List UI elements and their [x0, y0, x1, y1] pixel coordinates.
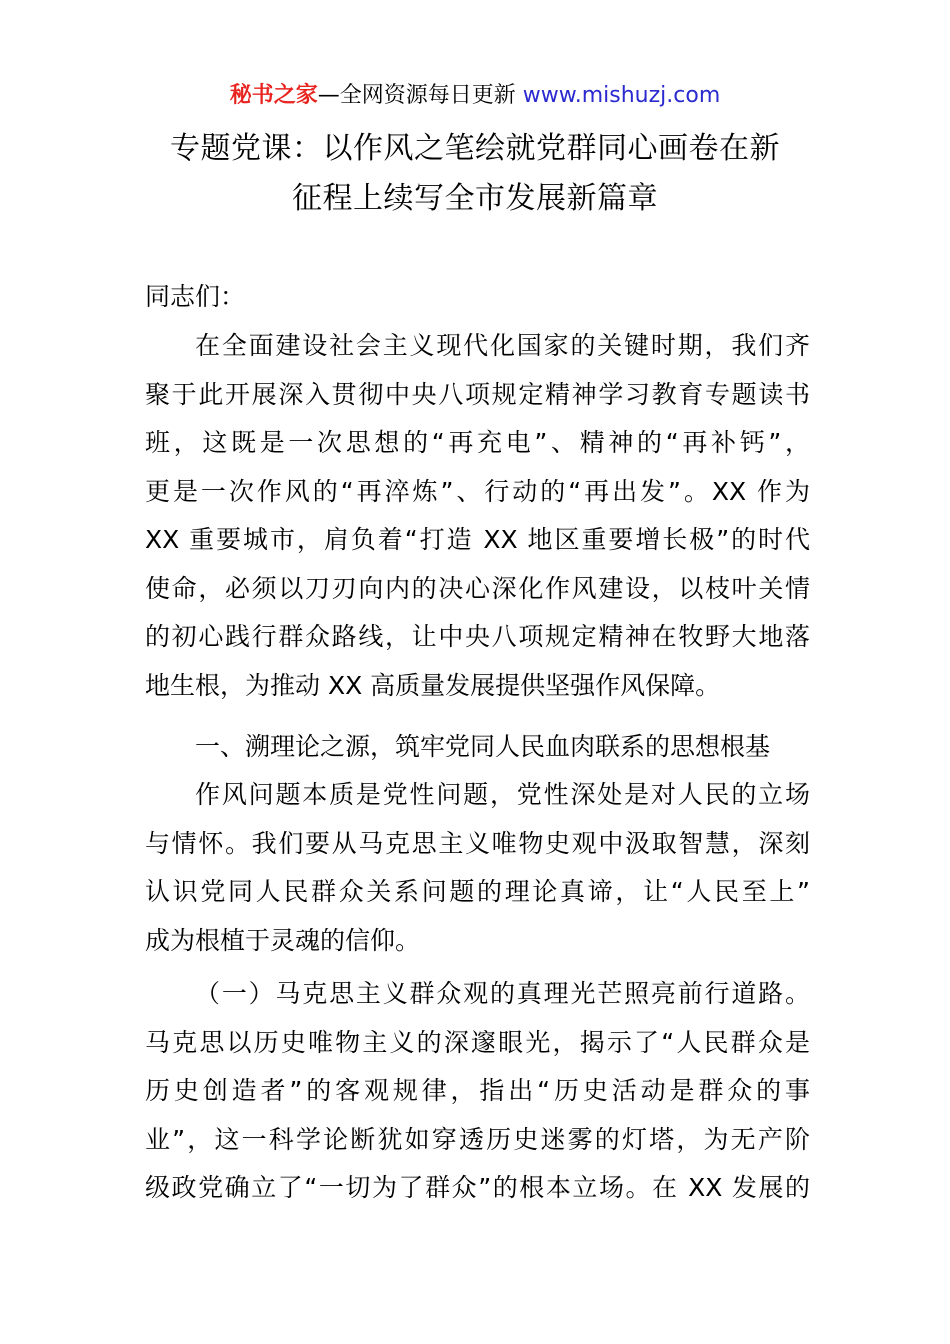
paragraph-line: 认识党同人民群众关系问题的理论真谛，让“人民至上”: [145, 877, 810, 906]
paragraph-line: XX 重要城市，肩负着“打造 XX 地区重要增长极”的时代: [145, 525, 810, 554]
paragraph-line: 更是一次作风的“再淬炼”、行动的“再出发”。XX 作为: [145, 476, 810, 506]
paragraph-line: 在全面建设社会主义现代化国家的关键时期，我们齐: [195, 331, 810, 360]
title-line-1: 专题党课：以作风之笔绘就党群同心画卷在新: [170, 131, 780, 166]
site-brand: 秘书之家: [229, 83, 318, 108]
greeting: 同志们：: [145, 282, 246, 311]
paragraph-line: 的初心践行群众路线，让中央八项规定精神在牧野大地落: [145, 622, 810, 651]
site-tagline: —全网资源每日更新: [317, 83, 523, 108]
paragraph-line: 聚于此开展深入贯彻中央八项规定精神学习教育专题读书: [145, 379, 810, 409]
paragraph-line: 班，这既是一次思想的“再充电”、精神的“再补钙”，: [145, 428, 810, 457]
paragraph-line: 使命，必须以刀刃向内的决心深化作风建设，以枝叶关情: [145, 573, 810, 603]
paragraph-line: 成为根植于灵魂的信仰。: [145, 925, 421, 955]
paragraph-line: 业”，这一科学论断犹如穿透历史迷雾的灯塔，为无产阶: [145, 1124, 810, 1154]
site-header: [0, 80, 950, 112]
title-line-2: 征程上续写全市发展新篇章: [292, 181, 658, 216]
section-heading-1: 一、溯理论之源，筑牢党同人民血肉联系的思想根基: [195, 732, 771, 761]
paragraph-line: 地生根，为推动 XX 高质量发展提供坚强作风保障。: [145, 670, 721, 700]
paragraph-line: 作风问题本质是党性问题，党性深处是对人民的立场: [195, 780, 810, 809]
paragraph-line: 级政党确立了“一切为了群众”的根本立场。在 XX 发展的: [145, 1173, 810, 1202]
paragraph-line: 历史创造者”的客观规律，指出“历史活动是群众的事: [145, 1076, 810, 1105]
document-title: [120, 124, 830, 224]
paragraph-line: （一）马克思主义群众观的真理光芒照亮前行道路。: [195, 979, 810, 1008]
paragraph-1: [145, 322, 810, 710]
site-url-link[interactable]: www.mishuzj.com: [522, 83, 721, 108]
paragraph-line: 与情怀。我们要从马克思主义唯物史观中汲取智慧，深刻: [145, 828, 810, 858]
paragraph-line: 马克思以历史唯物主义的深邃眼光，揭示了“人民群众是: [145, 1027, 810, 1057]
paragraph-3: [145, 970, 810, 1213]
paragraph-2: [145, 771, 810, 965]
